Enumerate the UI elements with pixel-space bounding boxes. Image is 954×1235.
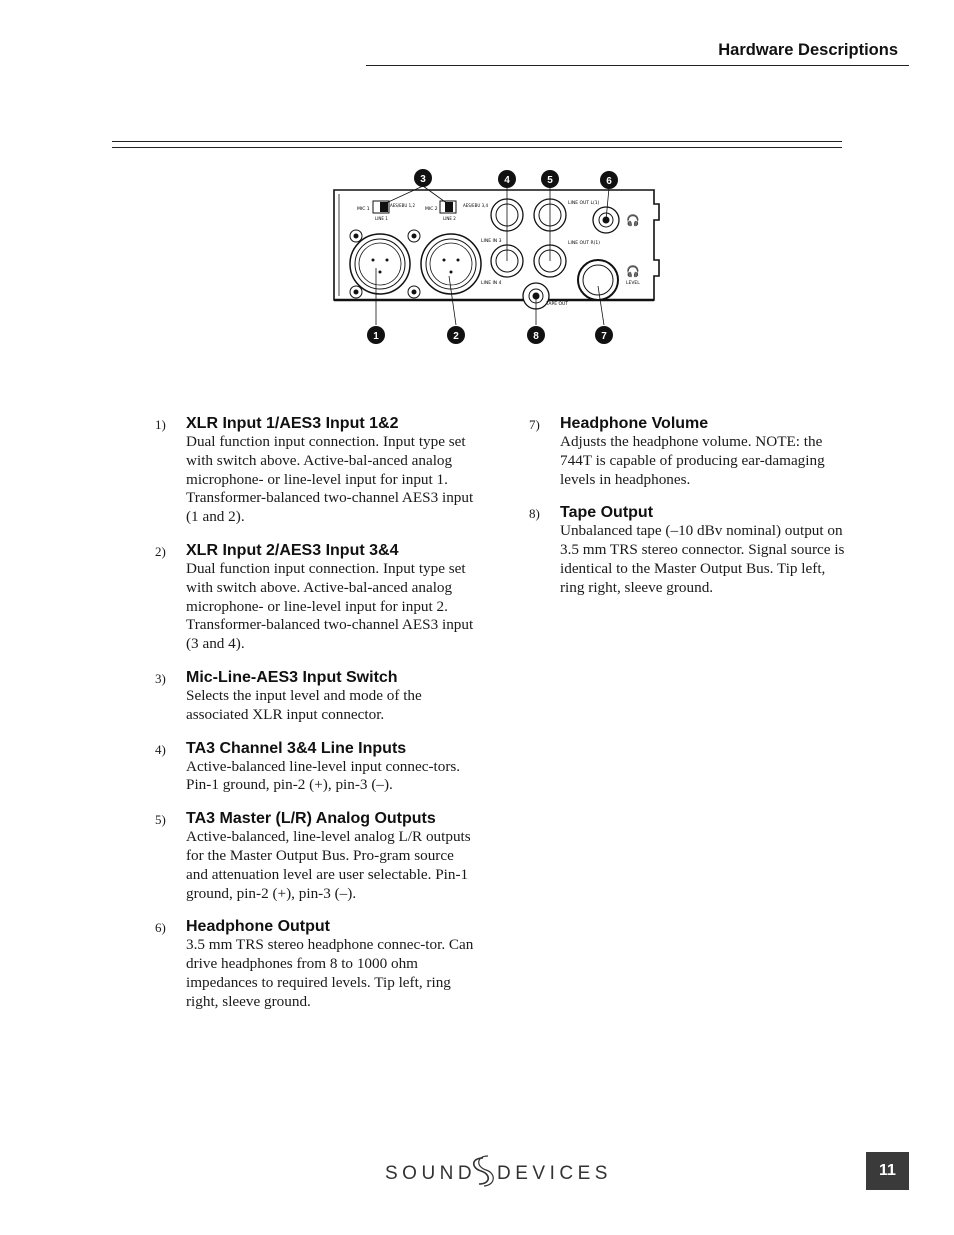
- item-number: 4): [155, 741, 166, 757]
- item-title: TA3 Master (L/R) Analog Outputs: [186, 810, 436, 828]
- line2-label: LINE 2: [443, 216, 456, 221]
- svg-text:7: 7: [601, 331, 607, 342]
- line1-label: LINE 1: [375, 216, 388, 221]
- callout-8: [527, 326, 545, 344]
- running-header: Hardware Descriptions: [718, 41, 898, 59]
- svg-text:1: 1: [373, 331, 379, 342]
- item-title: TA3 Channel 3&4 Line Inputs: [186, 739, 407, 757]
- lineout-r-label: LINE OUT R(1): [568, 241, 600, 246]
- callout-6: [600, 171, 618, 189]
- callout-5: [541, 170, 559, 188]
- mic1-label: MIC 1: [357, 207, 370, 212]
- left-column: [155, 414, 475, 1026]
- item-number: 5): [155, 812, 166, 828]
- list-item: [155, 917, 475, 1011]
- section-double-rule: [112, 141, 842, 148]
- aes34-label: AES/EBU 3,4: [463, 203, 488, 208]
- callout-3: [414, 169, 432, 187]
- item-number: 8): [529, 506, 540, 522]
- svg-text:6: 6: [606, 176, 612, 187]
- callout-4: [498, 170, 516, 188]
- item-body: Adjusts the headphone volume. NOTE: the 744T is capable of producing ear-damaging levels in headphones.: [560, 433, 825, 488]
- item-title: Headphone Volume: [560, 415, 709, 432]
- sound-devices-logo: [385, 1152, 612, 1190]
- list-item: [155, 809, 475, 903]
- list-item: [155, 739, 475, 796]
- item-body: Unbalanced tape (–10 dBv nominal) output on 3.5 mm TRS stereo connector. Signal source is identical to the Master Output Bus. Tip left, ring right, sleeve ground.: [560, 522, 845, 596]
- right-column: [529, 414, 849, 612]
- item-number: 2): [155, 543, 166, 559]
- svg-text:3: 3: [420, 174, 426, 185]
- list-item: [155, 541, 475, 654]
- line-in-4-label: LINE IN 4: [481, 281, 502, 286]
- item-number: 7): [529, 417, 540, 432]
- lineout-l-label: LINE OUT L(1): [568, 201, 600, 206]
- logo-text-sound: SOUND: [385, 1163, 477, 1184]
- item-title: Headphone Output: [186, 918, 330, 936]
- svg-text:8: 8: [533, 331, 539, 342]
- list-item: [155, 668, 475, 725]
- item-body: Selects the input level and mode of the associated XLR input connector.: [186, 686, 422, 723]
- item-number: 1): [155, 417, 166, 432]
- item-title: Mic-Line-AES3 Input Switch: [186, 668, 398, 686]
- svg-text:2: 2: [453, 331, 459, 342]
- item-body: Dual function input connection. Input type set with switch above. Active-bal-anced analog microphone- or line-level input for input 1. Transformer-balanced two-channel AES3 input (1 and 2).: [186, 433, 474, 526]
- level-label: LEVEL: [626, 281, 640, 286]
- item-title: XLR Input 2/AES3 Input 3&4: [186, 541, 399, 559]
- header-rule: [366, 65, 909, 66]
- item-number: 3): [155, 670, 166, 686]
- logo-text-devices: DEVICES: [497, 1163, 612, 1184]
- callout-1: [367, 326, 385, 344]
- line-in-3-label: LINE IN 3: [481, 239, 502, 244]
- item-title: Tape Output: [560, 504, 654, 522]
- connector-panel-figure: [328, 168, 668, 350]
- svg-text:4: 4: [504, 175, 510, 186]
- list-item: [529, 414, 849, 489]
- item-body: Dual function input connection. Input type set with switch above. Active-bal-anced analog microphone- or line-level input for input 2. Transformer-balanced two-channel AES3 input (3 and 4).: [186, 559, 474, 653]
- callout-2: [447, 326, 465, 344]
- item-body: 3.5 mm TRS stereo headphone connec-tor. Can drive headphones from 8 to 1000 ohm impedances to required levels. Tip left, ring right, sleeve ground.: [186, 936, 474, 1010]
- item-title: XLR Input 1/AES3 Input 1&2: [186, 415, 399, 432]
- mic2-label: MIC 2: [425, 207, 438, 212]
- list-item: [155, 414, 475, 527]
- item-body: Active-balanced line-level input connec-tors. Pin-1 ground, pin-2 (+), pin-3 (–).: [186, 757, 461, 794]
- item-number: 6): [155, 920, 166, 936]
- page-number: 11: [866, 1152, 909, 1190]
- svg-text:5: 5: [547, 175, 553, 186]
- list-item: [529, 503, 849, 597]
- item-body: Active-balanced, line-level analog L/R outputs for the Master Output Bus. Pro-gram source and attenuation level are user selectable. Pin-1 ground, pin-2 (+), pin-3 (–).: [186, 828, 471, 902]
- headphone-level-icon: 🎧: [626, 265, 640, 278]
- headphone-icon: 🎧: [626, 214, 640, 227]
- tape-out-label: TAPE OUT: [546, 302, 569, 307]
- callout-7: [595, 326, 613, 344]
- aes12-label: AES/EBU 1,2: [390, 203, 415, 208]
